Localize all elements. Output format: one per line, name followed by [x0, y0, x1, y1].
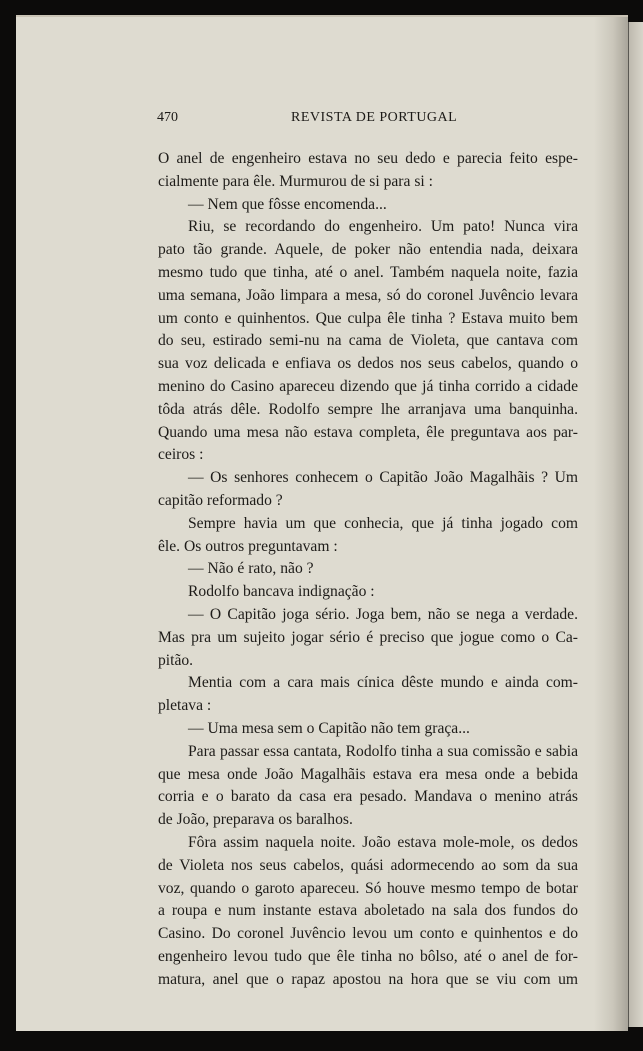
text-line: O anel de engenheiro estava no seu dedo e parecia feito espe- — [158, 150, 578, 167]
text-line: pato tão grande. Aquele, de poker não entendia nada, deixara — [158, 241, 578, 259]
text-line: Mas pra um sujeito jogar sério é preciso que jogue como o Ca- — [158, 628, 578, 646]
text-line: sua voz delicada e enfiava os dedos nos seus cabelos, quando o — [158, 355, 578, 373]
running-head: REVISTA DE PORTUGAL — [291, 110, 458, 125]
text-line: Riu, se recordando do engenheiro. Um pato! Nunca vira — [188, 218, 578, 236]
text-line: menino do Casino apareceu dizendo que já tinha corrido a cidade — [158, 377, 578, 395]
text-line: — Os senhores conhecem o Capitão João Magalhãis ? Um — [188, 469, 578, 487]
text-line: Fôra assim naquela noite. João estava mole-mole, os dedos — [188, 833, 578, 851]
text-line: pitão. — [158, 651, 194, 669]
text-line: voz, quando o garoto apareceu. Só houve mesmo tempo de botar — [158, 879, 578, 897]
page-number: 470 — [157, 110, 178, 125]
text-line: — O Capitão joga sério. Joga bem, não se nega a verdade. — [188, 605, 578, 623]
text-line: Rodolfo bancava indignação : — [188, 583, 375, 601]
text-line: — Não é rato, não ? — [188, 560, 314, 578]
text-line: pletava : — [158, 697, 212, 715]
text-line: do seu, estirado semi-nu na cama de Violeta, que cantava com — [158, 332, 578, 350]
page-header — [157, 110, 577, 130]
text-line: êle. Os outros preguntavam : — [158, 537, 338, 555]
page-gutter-shadow — [594, 17, 628, 1031]
text-line: tôda atrás dêle. Rodolfo sempre lhe arranjava uma banquinha. — [158, 400, 578, 418]
text-line: de Violeta nos seus cabelos, quási adormecendo ao som da sua — [158, 856, 578, 874]
text-line: Sempre havia um que conhecia, que já tinha jogado com — [188, 514, 578, 532]
text-line: que mesa onde João Magalhãis estava era mesa onde a bebida — [158, 765, 578, 783]
text-line: corria e o barato da casa era pesado. Mandava o menino atrás — [158, 788, 578, 806]
adjacent-page-edge — [627, 22, 643, 1027]
text-line: de João, preparava os baralhos. — [158, 811, 353, 829]
text-line: engenheiro levou tudo que êle tinha no bôlso, até o anel de for- — [158, 947, 578, 965]
text-line: uma semana, João limpara a mesa, só do coronel Juvêncio levara — [158, 286, 578, 304]
body-text — [158, 148, 578, 991]
text-line: cialmente para êle. Murmurou de si para si : — [158, 172, 433, 190]
text-line: ceiros : — [158, 446, 204, 464]
text-line: a roupa e num instante estava aboletado na sala dos fundos do — [158, 902, 578, 920]
text-line: um conto e quinhentos. Que culpa êle tinha ? Estava muito bem — [158, 309, 578, 327]
text-line: Mentia com a cara mais cínica dêste mundo e ainda com- — [188, 674, 578, 692]
text-line: Para passar essa cantata, Rodolfo tinha a sua comissão e sabia — [188, 742, 578, 760]
text-line: capitão reformado ? — [158, 491, 283, 509]
text-line: mesmo tudo que tinha, até o anel. Também naquela noite, fazia — [158, 263, 578, 281]
text-line: — Nem que fôsse encomenda... — [188, 195, 387, 213]
text-line: Quando uma mesa não estava completa, êle preguntava aos par- — [158, 423, 578, 441]
text-line: Casino. Do coronel Juvêncio levou um conto e quinhentos e do — [158, 925, 578, 943]
text-line: — Uma mesa sem o Capitão não tem graça... — [188, 719, 470, 737]
text-line: matura, anel que o rapaz apostou na hora que se viu com um — [158, 970, 578, 988]
